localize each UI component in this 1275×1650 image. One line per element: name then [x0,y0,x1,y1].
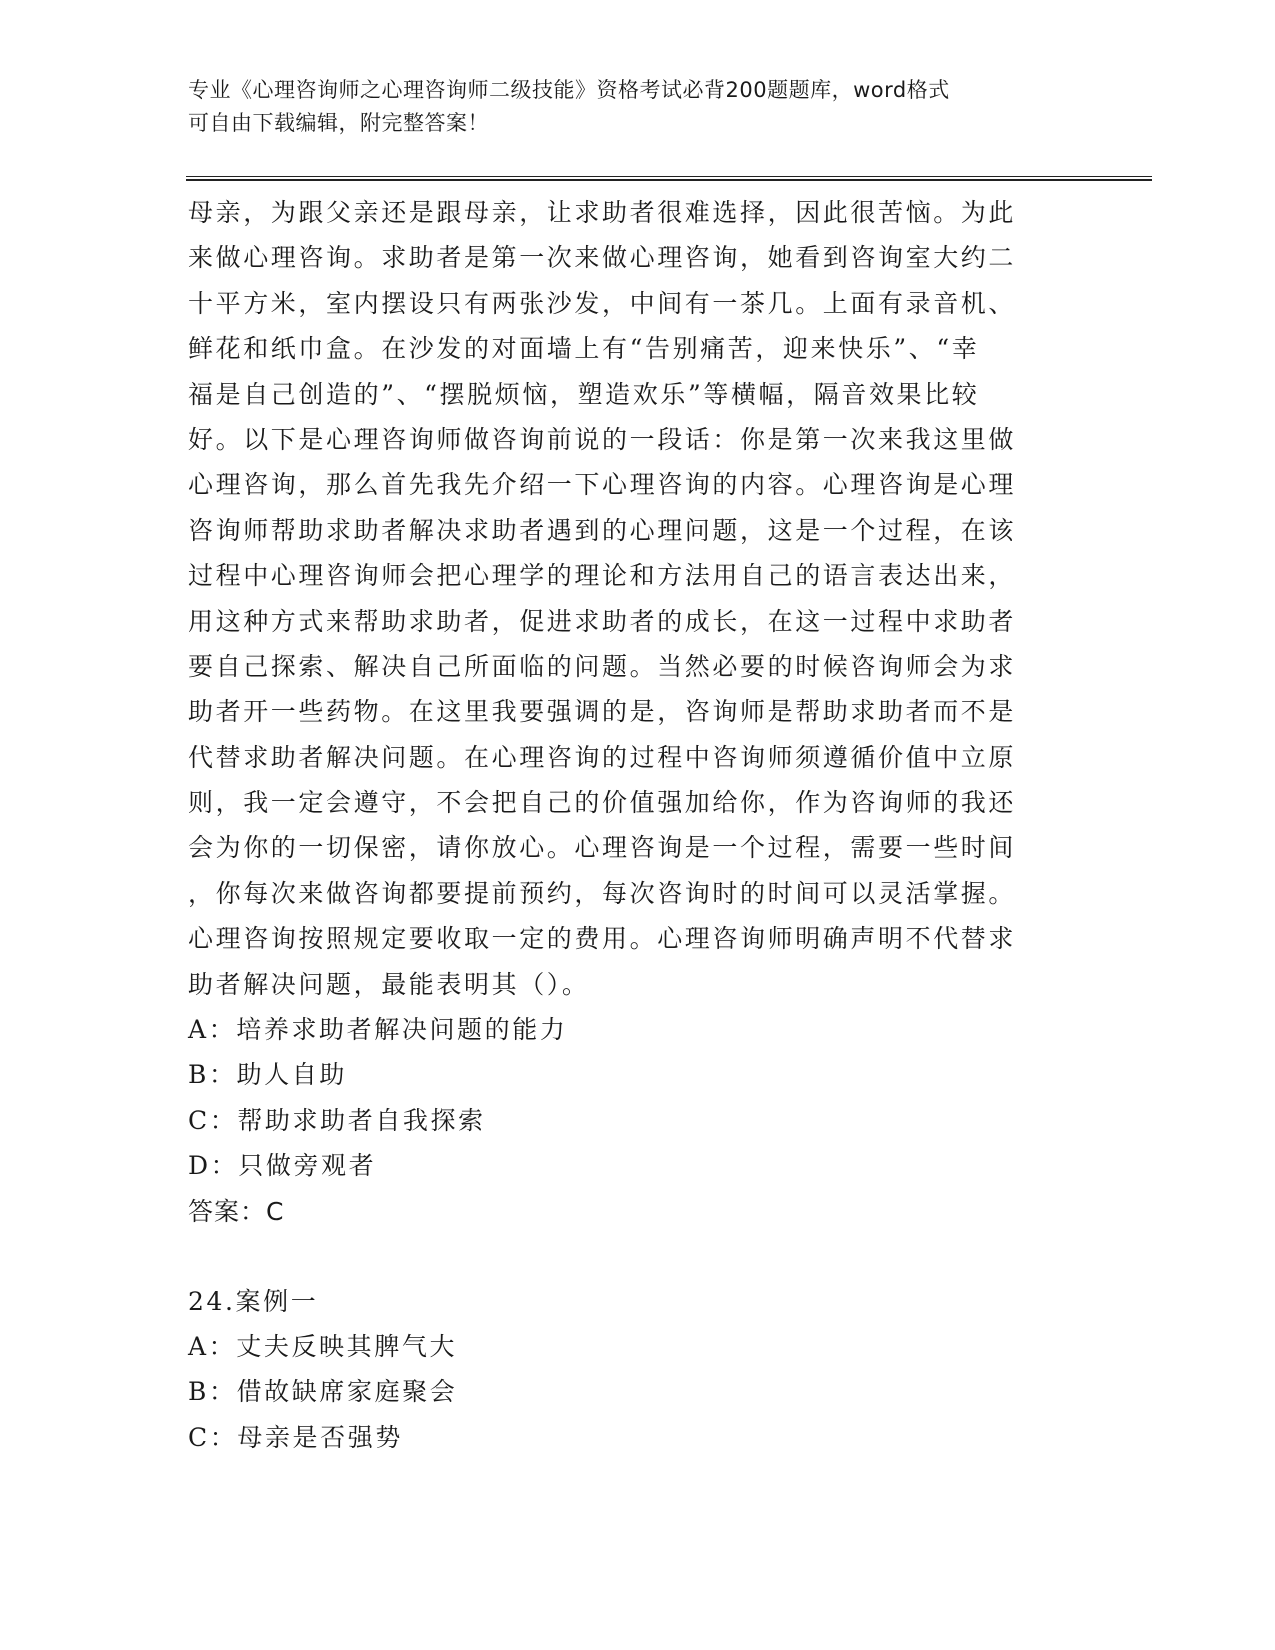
option-a: A：培养求助者解决问题的能力 [188,1015,568,1045]
stem-line: 要自己探索、解决自己所面临的问题。当然必要的时候咨询师会为求 [188,651,1017,681]
stem-line: 心理咨询，那么首先我先介绍一下心理咨询的内容。心理咨询是心理 [188,470,1017,500]
stem-line: 十平方米，室内摆设只有两张沙发，中间有一茶几。上面有录音机、 [188,288,1017,318]
option-a: A：丈夫反映其脾气大 [188,1331,458,1361]
stem-line: 会为你的一切保密，请你放心。心理咨询是一个过程，需要一些时间 [188,833,1017,863]
option-b: B：助人自助 [188,1060,347,1090]
question-23-options [188,1007,1068,1189]
stem-line: 鲜花和纸巾盒。在沙发的对面墙上有“告别痛苦，迎来快乐”、“幸 [188,334,980,364]
stem-line: 咨询师帮助求助者解决求助者遇到的心理问题，这是一个过程，在该 [188,515,1017,545]
stem-line: 好。以下是心理咨询师做咨询前说的一段话：你是第一次来我这里做 [188,424,1017,454]
header-line-1: 专业《心理咨询师之心理咨询师二级技能》资格考试必背200题题库，word格式 [188,78,950,102]
question-23-stem [188,190,1068,1007]
page-header [188,74,1068,140]
stem-line: 心理咨询按照规定要收取一定的费用。心理咨询师明确声明不代替求 [188,924,1017,954]
stem-line: 母亲，为跟父亲还是跟母亲，让求助者很难选择，因此很苦恼。为此 [188,198,1017,227]
option-c: C：帮助求助者自我探索 [188,1105,486,1135]
question-24-options [188,1324,1068,1460]
stem-line: 用这种方式来帮助求助者，促进求助者的成长，在这一过程中求助者 [188,606,1017,636]
stem-line: 过程中心理咨询师会把心理学的理论和方法用自己的语言表达出来， [188,561,1017,591]
stem-line: ，你每次来做咨询都要提前预约，每次咨询时的时间可以灵活掌握。 [188,878,1017,908]
question-23-answer: 答案：C [188,1196,285,1226]
stem-line: 则，我一定会遵守，不会把自己的价值强加给你，作为咨询师的我还 [188,788,1017,818]
document-body [188,190,1068,1460]
option-d: D：只做旁观者 [188,1151,377,1181]
stem-line: 来做心理咨询。求助者是第一次来做心理咨询，她看到咨询室大约二 [188,243,1017,273]
stem-line: 助者解决问题，最能表明其（）。 [188,969,590,999]
stem-line: 福是自己创造的”、“摆脱烦恼，塑造欢乐”等横幅，隔音效果比较 [188,379,980,409]
header-line-2: 可自由下载编辑，附完整答案！ [188,111,489,135]
question-24-title: 24.案例一 [188,1286,319,1316]
stem-line: 代替求助者解决问题。在心理咨询的过程中咨询师须遵循价值中立原 [188,742,1017,772]
option-c: C：母亲是否强势 [188,1422,403,1452]
option-b: B：借故缺席家庭聚会 [188,1377,458,1407]
stem-line: 助者开一些药物。在这里我要强调的是，咨询师是帮助求助者而不是 [188,697,1017,727]
header-divider [186,176,1152,181]
question-spacer [188,1235,1068,1279]
